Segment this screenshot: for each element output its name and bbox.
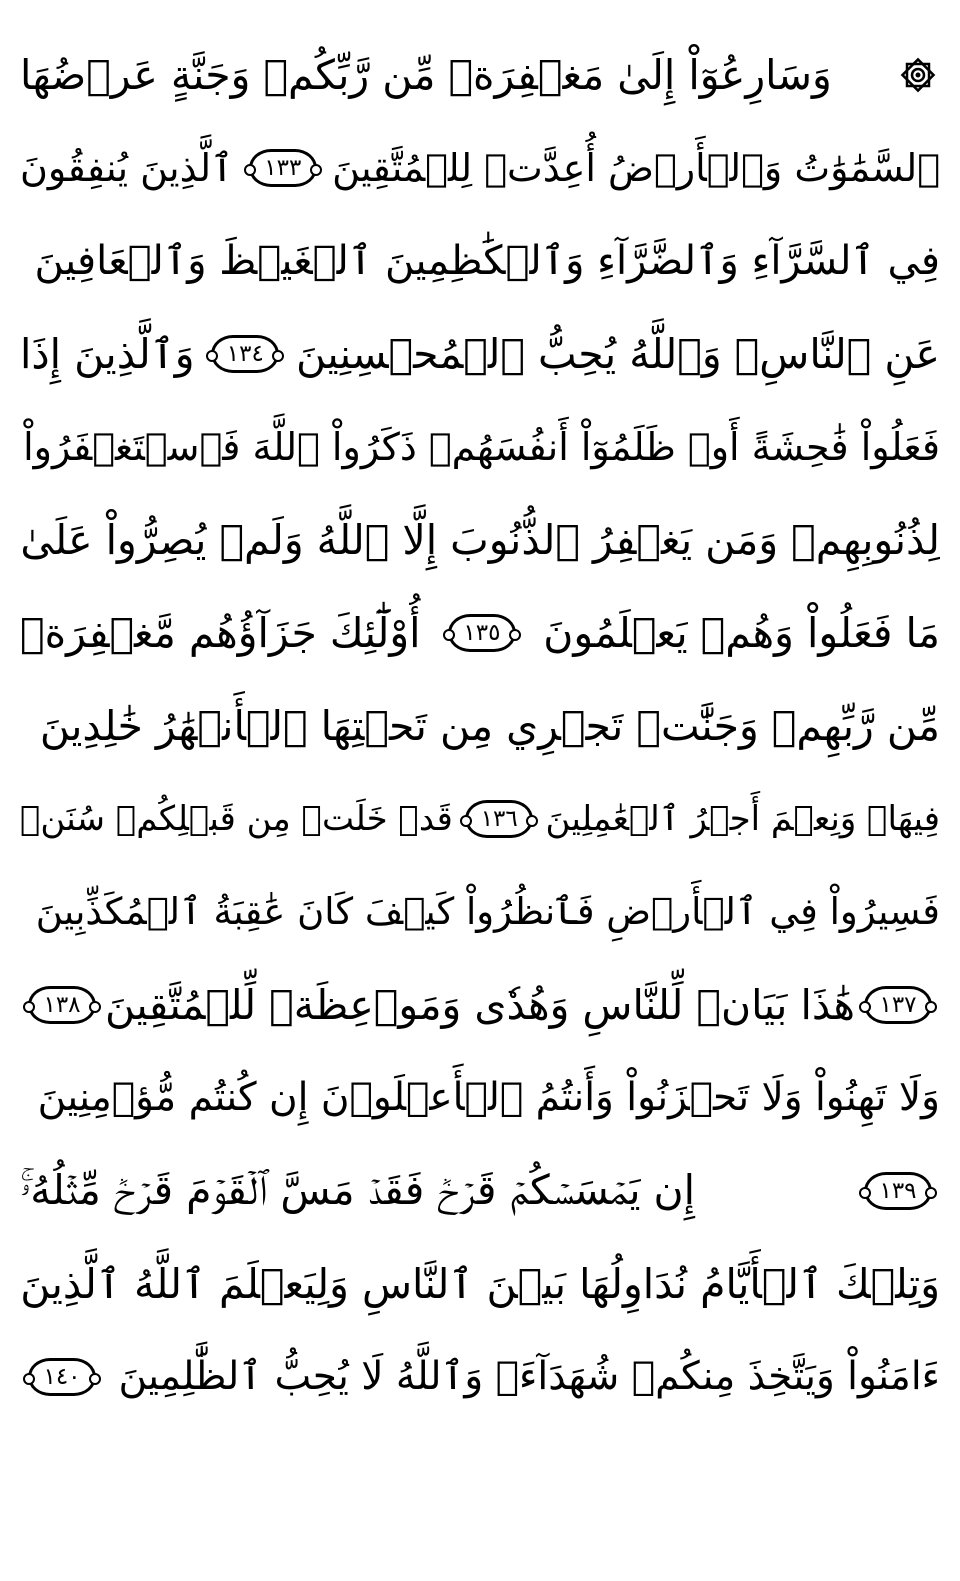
verse-text: إِن يَمۡسَسۡكُمۡ قَرۡحٞ فَقَدۡ مَسَّ ٱلۡقَوۡمَ قَرۡحٞ مِّثۡلُهُۥۚ — [20, 1166, 696, 1214]
verse-text: فَعَلُواْ فَٰحِشَةً أَوۡ ظَلَمُوٓاْ أَنفُسَهُمۡ ذَكَرُواْ ٱللَّهَ فَٱسۡتَغۡفَرُواْ — [23, 424, 940, 469]
verse-text: فِي ٱلسَّرَّآءِ وَٱلضَّرَّآءِ وَٱلۡكَٰظِمِينَ ٱلۡغَيۡظَ وَٱلۡعَافِينَ — [34, 237, 940, 284]
verse-line — [20, 214, 940, 307]
ayah-number-marker: ١٣٣ — [249, 149, 317, 187]
verse-line — [20, 121, 940, 214]
verse-text: أُوْلَٰٓئِكَ جَزَآؤُهُم مَّغۡفِرَةٞ — [20, 608, 421, 657]
verse-line — [20, 1237, 940, 1330]
verse-text: عَنِ ٱلنَّاسِۗ وَٱللَّهُ يُحِبُّ ٱلۡمُحۡسِنِينَ — [295, 329, 940, 378]
verse-text: فَسِيرُواْ فِي ٱلۡأَرۡضِ فَٱنظُرُواْ كَيۡفَ كَانَ عَٰقِبَةُ ٱلۡمُكَذِّبِينَ — [35, 890, 940, 933]
verse-line — [20, 1330, 940, 1423]
ayah-number-marker: ١٣٩ — [864, 1172, 932, 1210]
verse-text: وَتِلۡكَ ٱلۡأَيَّامُ نُدَاوِلُهَا بَيۡنَ ٱلنَّاسِ وَلِيَعۡلَمَ ٱللَّهُ ٱلَّذِينَ — [20, 1259, 940, 1308]
verse-text: مَا فَعَلُواْ وَهُمۡ يَعۡلَمُونَ — [543, 608, 940, 657]
verse-line — [20, 586, 940, 679]
ayah-number-marker: ١٣٨ — [28, 986, 96, 1024]
ayah-number-marker: ١٣٧ — [864, 986, 932, 1024]
verse-line — [20, 28, 940, 121]
verse-text: ءَامَنُواْ وَيَتَّخِذَ مِنكُمۡ شُهَدَآءَۗ وَٱللَّهُ لَا يُحِبُّ ٱلظَّٰلِمِينَ — [118, 1354, 940, 1399]
ayah-number-marker: ١٣٦ — [465, 800, 533, 838]
ayah-number-marker: ١٣٥ — [448, 614, 516, 652]
verse-text: وَلَا تَهِنُواْ وَلَا تَحۡزَنُواْ وَأَنتُمُ ٱلۡأَعۡلَوۡنَ إِن كُنتُم مُّؤۡمِنِينَ — [37, 1075, 940, 1120]
verse-line — [20, 1051, 940, 1144]
verse-text: وَسَارِعُوٓاْ إِلَىٰ مَغۡفِرَةٖ مِّن رَّبِّكُمۡ وَجَنَّةٍ عَرۡضُهَا — [20, 50, 832, 99]
verse-line — [20, 1144, 940, 1237]
verse-line — [20, 865, 940, 958]
ayah-number-marker: ١٤٠ — [28, 1358, 96, 1396]
ayah-number-marker: ١٣٤ — [211, 335, 279, 373]
verse-line — [20, 772, 940, 865]
verse-line — [20, 679, 940, 772]
verse-text: ٱلَّذِينَ يُنفِقُونَ — [20, 145, 234, 190]
verse-text: قَدۡ خَلَتۡ مِن قَبۡلِكُمۡ سُنَنٞ — [20, 798, 453, 839]
rub-el-hizb-icon — [896, 53, 940, 97]
verse-line — [20, 307, 940, 400]
verse-line — [20, 958, 940, 1051]
verse-line — [20, 400, 940, 493]
verse-text: هَٰذَا بَيَانٞ لِّلنَّاسِ وَهُدٗى وَمَوۡعِظَةٞ لِّلۡمُتَّقِينَ — [105, 980, 855, 1029]
verse-text: لِذُنُوبِهِمۡ وَمَن يَغۡفِرُ ٱلذُّنُوبَ إِلَّا ٱللَّهُ وَلَمۡ يُصِرُّواْ عَلَىٰ — [20, 515, 940, 564]
verse-text: فِيهَاۚ وَنِعۡمَ أَجۡرُ ٱلۡعَٰمِلِينَ — [545, 799, 940, 839]
verse-text: ٱلسَّمَٰوَٰتُ وَٱلۡأَرۡضُ أُعِدَّتۡ لِلۡمُتَّقِينَ — [332, 145, 940, 190]
verse-text: مِّن رَّبِّهِمۡ وَجَنَّٰتٞ تَجۡرِي مِن تَحۡتِهَا ٱلۡأَنۡهَٰرُ خَٰلِدِينَ — [39, 701, 940, 750]
verse-text: وَٱلَّذِينَ إِذَا — [20, 329, 195, 378]
verse-line — [20, 493, 940, 586]
